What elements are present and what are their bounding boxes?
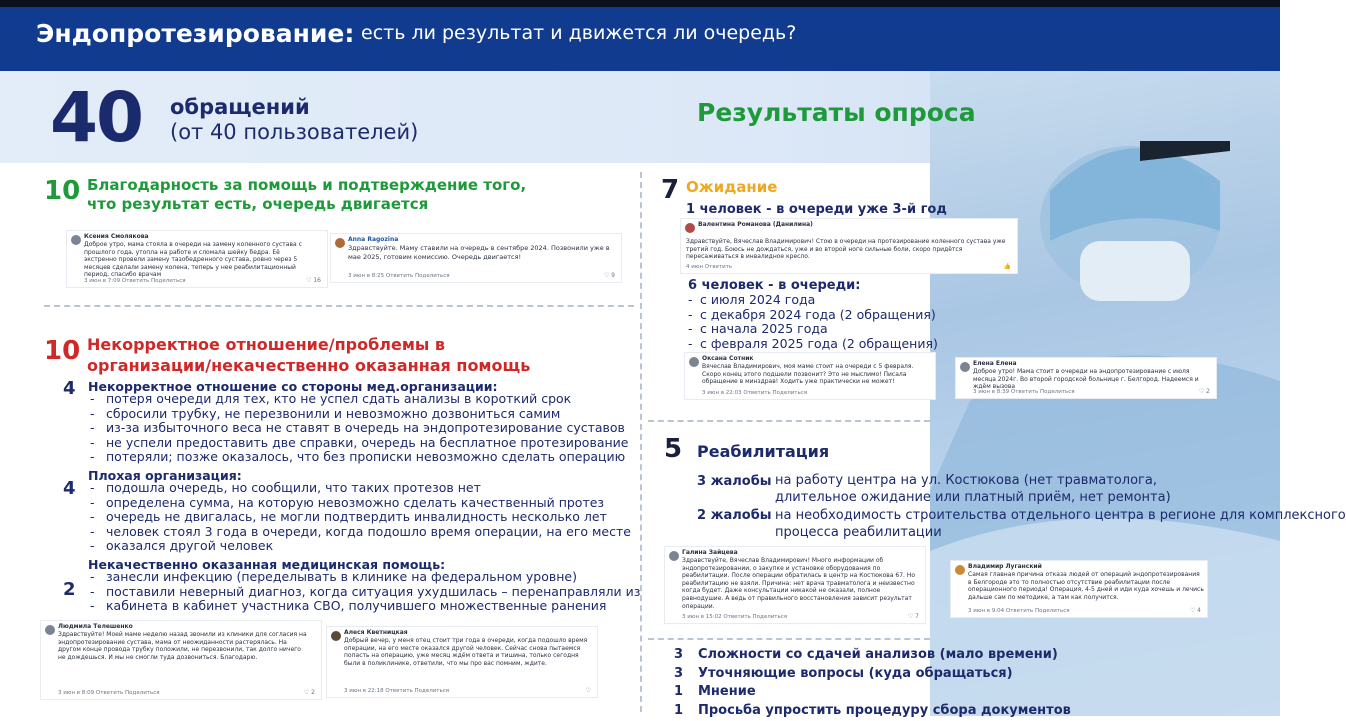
top-strip <box>0 0 1280 7</box>
other-text: Уточняющие вопросы (куда обращаться) <box>698 665 1013 681</box>
comment-author: Алеся Кветницкая <box>344 629 408 636</box>
section-divider <box>648 638 930 640</box>
comment-footer[interactable]: 3 июн в 22:03 Ответить Поделиться <box>702 390 808 396</box>
complaint-count: 3 жалобы <box>697 474 772 489</box>
other-count: 1 <box>674 702 684 718</box>
complaint-line: на работу центра на ул. Костюкова (нет травматолога, <box>775 473 1157 488</box>
list-item: - человек стоял 3 года в очереди, когда подошло время операции, на его месте <box>90 525 631 540</box>
list-item: - не успели предоставить две справки, очередь на бесплатное протезирование <box>90 436 628 451</box>
like-count[interactable]: ♡ 7 <box>907 613 919 620</box>
comment-author: Оксана Сотник <box>702 355 754 362</box>
comment-text: Здравствуйте, Вячеслав Владимирович! Много информации об эндопротезировании, о закупке и установке оборудования по реабилитации. После операции обратилась в центр на Костюкова 67. Но реабилитацию не взяли. Причина: нет врача травматолога и неизвестно когда будет. Даже консультации никакой не оказали, полное равнодушие. А ведь от правильного восстановления зависит результат операции. <box>682 557 916 610</box>
comment-text: Доброе утро, мама стояла в очереди на замену коленного сустава с прошлого года, утопла на работе и сломала шейку бедра. Её экстренно провели замену тазобедренного сустава, ровно через 5 месяцев сделали замену колена, теперь у нее реабилитационный период, спасибо врачам <box>84 241 302 279</box>
users-label: (от 40 пользователей) <box>170 120 419 144</box>
avatar <box>689 357 699 367</box>
group-count: 4 <box>63 478 76 499</box>
comment-card <box>950 560 1208 618</box>
comment-card <box>330 233 622 283</box>
problems-title-line: Некорректное отношение/проблемы в <box>87 335 446 354</box>
comment-author: Валентина Романова (Данилина) <box>698 221 813 228</box>
complaint-text <box>775 472 1171 506</box>
comment-footer[interactable]: 4 июн Ответить <box>686 264 733 270</box>
waiting-subtitle: 6 человек - в очереди: <box>688 278 861 293</box>
complaint-line: на необходимость строительства отдельного центра в регионе для комплексного <box>775 508 1346 523</box>
group-list <box>90 570 640 614</box>
comment-author: Людмила Телешенко <box>58 623 133 630</box>
group-list <box>90 481 631 554</box>
comment-card <box>664 546 926 624</box>
avatar <box>685 223 695 233</box>
complaint-line: процесса реабилитации <box>775 525 942 540</box>
group-count: 2 <box>63 579 76 600</box>
comment-author: Галина Зайцева <box>682 549 738 556</box>
problems-title <box>87 334 530 376</box>
comment-author: Anna Ragozina <box>348 236 399 243</box>
list-item: - потеряли; позже оказалось, что без прописки невозможно сделать операцию <box>90 450 628 465</box>
list-item: - с начала 2025 года <box>688 322 938 337</box>
section-divider <box>648 420 930 422</box>
avatar <box>45 625 55 635</box>
other-text: Сложности со сдачей анализов (мало времени) <box>698 647 1058 662</box>
complaint-count: 2 жалобы <box>697 508 772 523</box>
waiting-subtitle: 1 человек - в очереди уже 3-й год <box>686 202 947 217</box>
comment-text: Вячеслав Владимирович, моя маме стоит на очереди с 5 февраля. Скоро конец этого подшели позвонит? Это не мыслимо! Писала обращение в минздрав! Ходить уже практически не может! <box>702 363 914 386</box>
group-title: Некорректное отношение со стороны мед.организации: <box>88 379 498 394</box>
gratitude-count: 10 <box>44 176 81 206</box>
comment-author: Владимир Луганский <box>968 563 1042 570</box>
waiting-list <box>688 293 938 351</box>
avatar <box>331 631 341 641</box>
like-count[interactable]: ♡ 2 <box>303 689 315 696</box>
comment-footer[interactable]: 3 июн в 8:39 Ответить Поделиться <box>973 389 1075 395</box>
avatar <box>71 235 81 245</box>
group-list <box>90 392 628 465</box>
comment-author: Ксения Смолякова <box>84 233 149 240</box>
total-count: 40 <box>50 78 143 158</box>
comment-card <box>955 357 1217 399</box>
rehab-title: Реабилитация <box>697 442 830 461</box>
avatar <box>960 362 970 372</box>
comment-footer[interactable]: 3 июн в 15:02 Ответить Поделиться <box>682 614 788 620</box>
comment-text: Добрый вечер, у меня отец стоит три года в очереди, когда подошло время операции, на его месте оказался другой человек. Сейчас снова пытаемся попасть на операцию, уже месяц ждём ответа и тишина, только сегодня были в поликлинике, ответили, что мы про вас помним, ждите. <box>344 637 588 667</box>
appeals-label: обращений <box>170 95 310 119</box>
group-title: Плохая организация: <box>88 468 242 483</box>
other-count: 1 <box>674 684 684 699</box>
other-count: 3 <box>674 665 684 681</box>
list-item: - с февраля 2025 года (2 обращения) <box>688 337 938 352</box>
like-count[interactable]: ♡ 2 <box>1198 388 1210 395</box>
group-count: 4 <box>63 378 76 399</box>
list-item: - потеря очереди для тех, кто не успел сдать анализы в короткий срок <box>90 392 628 407</box>
list-item: - определена сумма, на которую невозможно сделать качественный протез <box>90 496 631 511</box>
comment-text: Самая главная причина отказа людей от операций эндопротезирования в Белгороде это то полностью отсутствие реабилитации после операционного периода! Операция, 4-5 дней и иди куда хочешь и лечись дальше сам по методике, а там как получится. <box>968 571 1204 601</box>
avatar <box>335 238 345 248</box>
comment-text: Здравствуйте, Вячеслав Владимирович! Стою в очереди на протезирование коленного сустава уже третий год. Боюсь не дождаться, уже и во второй ноге сильные боли, скоро придётся пересаживаться в инвалидное кресло. <box>686 238 1006 261</box>
column-divider <box>640 172 642 712</box>
comment-footer[interactable]: 3 июн в 8:09 Ответить Поделиться <box>58 690 160 696</box>
comment-card <box>40 620 322 700</box>
list-item: - подошла очередь, но сообщили, что таких протезов нет <box>90 481 631 496</box>
comment-author: Елена Елена <box>973 360 1017 367</box>
header-title: Эндопротезирование: <box>36 19 355 48</box>
avatar <box>669 551 679 561</box>
comment-card <box>66 230 328 288</box>
list-item: - очередь не двигалась, не могли подтвердить инвалидность несколько лет <box>90 510 631 525</box>
gratitude-title-line: Благодарность за помощь и подтверждение того, <box>87 176 527 194</box>
header-subtitle: есть ли результат и движется ли очередь? <box>361 22 797 44</box>
other-text: Мнение <box>698 684 756 699</box>
list-item: - занесли инфекцию (переделывать в клинике на федеральном уровне) <box>90 570 640 585</box>
list-item: - оказался другой человек <box>90 539 631 554</box>
other-text: Просьба упростить процедуру сбора документов <box>698 702 1071 718</box>
like-count[interactable]: ♡ 16 <box>306 277 321 284</box>
avatar <box>955 565 965 575</box>
group-title: Некачественно оказанная медицинская помощь: <box>88 557 446 572</box>
list-item: - поставили неверный диагноз, когда ситуация ухудшилась – перенаправляли из <box>90 585 640 600</box>
list-item: - сбросили трубку, не перезвонили и невозможно дозвониться самим <box>90 407 628 422</box>
comment-card <box>680 218 1018 274</box>
like-count[interactable]: ♡ 9 <box>603 272 615 279</box>
comment-card <box>684 352 936 400</box>
waiting-count: 7 <box>661 175 680 205</box>
list-item: - с декабря 2024 года (2 обращения) <box>688 308 938 323</box>
complaint-text <box>775 507 1346 541</box>
comment-footer[interactable]: 3 июн в 7:09 Ответить Поделиться <box>84 278 186 284</box>
like-count[interactable]: ♡ 4 <box>1189 607 1201 614</box>
list-item: - из-за избыточного веса не ставят в очередь на эндопротезирование суставов <box>90 421 628 436</box>
gratitude-title <box>87 176 526 214</box>
list-item: - кабинета в кабинет участника СВО, получившего множественные ранения <box>90 599 640 614</box>
problems-count: 10 <box>44 336 81 366</box>
comment-text: Доброе утро! Мама стоит в очереди на эндопротезирование с июля месяца 2024г. Во второй городской больнице г. Белгород. Надеемся и ждём вызова <box>973 368 1199 391</box>
list-item: - с июля 2024 года <box>688 293 938 308</box>
comment-footer[interactable]: 3 июн в 22:18 Ответить Поделиться <box>344 688 450 694</box>
rehab-count: 5 <box>664 434 683 464</box>
problems-title-line: организации/некачественно оказанная помощь <box>87 356 531 375</box>
comment-card <box>326 626 598 698</box>
comment-text: Здравствуйте. Маму ставили на очередь в сентябре 2024. Позвонили уже в мае 2025, готовим комиссию. Очередь двигается! <box>348 244 610 261</box>
comment-footer[interactable]: 3 июн в 8:25 Ответить Поделиться <box>348 273 450 279</box>
comment-footer[interactable]: 3 июн в 9:04 Ответить Поделиться <box>968 608 1070 614</box>
like-icon[interactable]: 👍 <box>1003 263 1011 270</box>
section-divider <box>44 305 634 307</box>
waiting-title: Ожидание <box>686 178 778 196</box>
gratitude-title-line: что результат есть, очередь двигается <box>87 195 429 213</box>
other-count: 3 <box>674 647 684 662</box>
like-count[interactable]: ♡ <box>585 687 591 694</box>
survey-title: Результаты опроса <box>697 98 976 127</box>
comment-text: Здравствуйте! Моей маме неделю назад звонили из клиники для согласия на эндопротезирование сустава, мама от неожиданности растерялась. На другом конце провода трубку положили, не перезвонили, так долго ничего не дождешься. И мы не смогли туда дозвониться. Благодарю. <box>58 631 307 661</box>
complaint-line: длительное ожидание или платный приём, нет ремонта) <box>775 490 1171 505</box>
